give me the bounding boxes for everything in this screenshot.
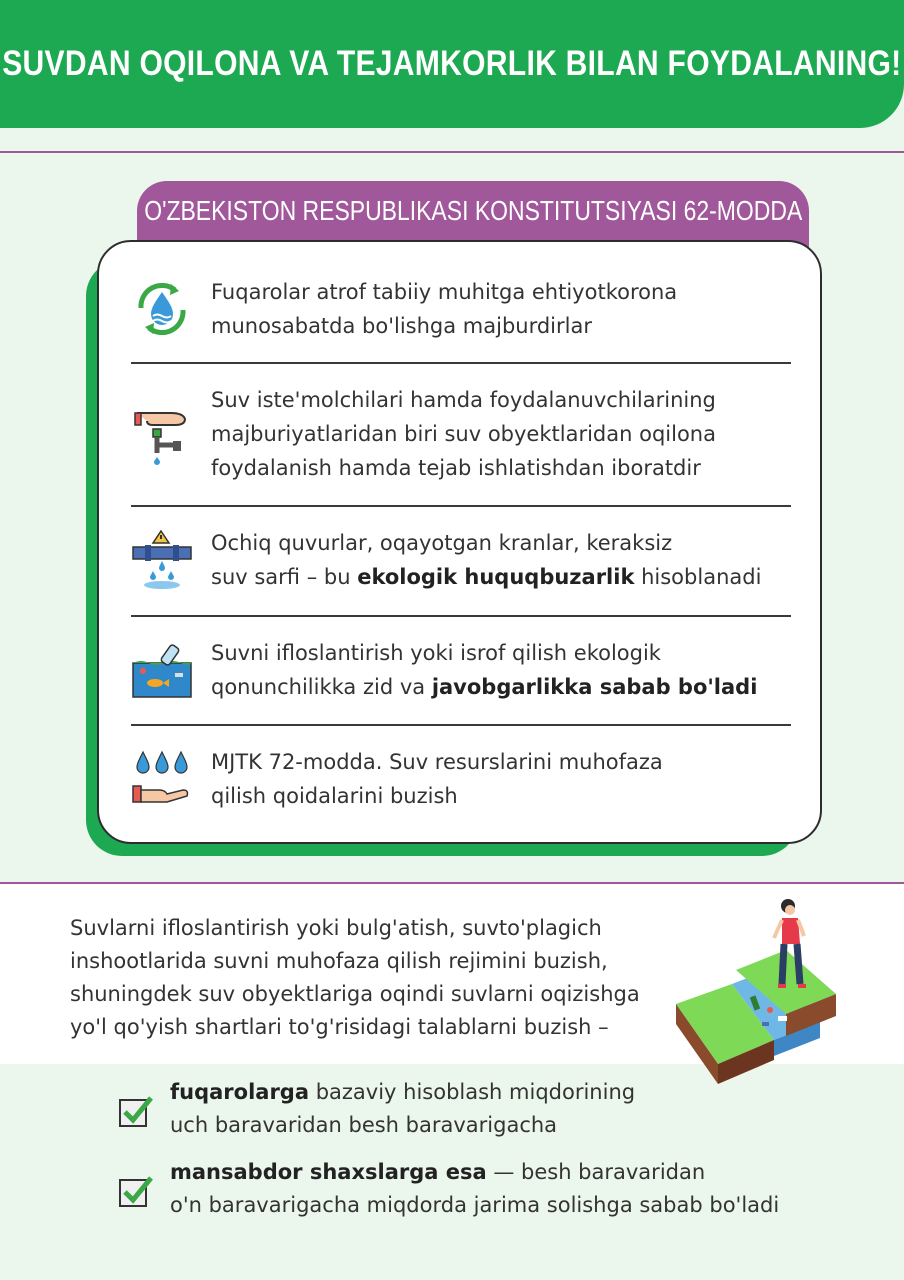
paragraph-line: shuningdek suv obyektlariga oqindi suvlarni oqizishga — [70, 982, 640, 1006]
text-part: suv sarfi – bu — [211, 565, 358, 589]
info-row-1 — [131, 275, 791, 343]
info-text-line — [211, 560, 761, 594]
info-row-2 — [131, 383, 791, 485]
row-divider — [131, 362, 791, 364]
info-text-line: qilish qoidalarini buzish — [211, 784, 458, 808]
penalty-line — [170, 1076, 635, 1109]
text-part: — besh baravaridan — [486, 1160, 706, 1184]
info-card — [97, 240, 822, 844]
info-text-line: MJTK 72-modda. Suv resurslarini muhofaza — [211, 750, 663, 774]
hand-faucet-icon — [131, 403, 193, 465]
info-row-3 — [131, 526, 791, 594]
row-divider — [131, 615, 791, 617]
text-part: qonunchilikka zid va — [211, 675, 432, 699]
info-text-line: Suvni ifloslantirish yoki isrof qilish ekologik — [211, 641, 661, 665]
text-part: hisoblanadi — [634, 565, 762, 589]
penalty-officials — [118, 1156, 779, 1222]
checkbox-checked-icon — [118, 1174, 154, 1208]
river-pollution-illustration — [670, 892, 870, 1092]
highlight-text: fuqarolarga — [170, 1080, 310, 1104]
leaking-pipe-icon — [131, 529, 193, 591]
penalty-line: o'n baravarigacha miqdorda jarima solishga sabab bo'ladi — [170, 1193, 780, 1217]
paragraph-line: inshootlarida suvni muhofaza qilish rejimini buzish, — [70, 949, 608, 973]
highlight-text: ekologik huquqbuzarlik — [357, 565, 635, 589]
highlight-text: javobgarlikka sabab bo'ladi — [431, 675, 758, 699]
water-drops-hand-icon — [131, 748, 193, 810]
water-recycle-icon — [131, 278, 193, 340]
penalty-line: uch baravaridan besh baravarigacha — [170, 1113, 558, 1137]
info-text-line: majburiyatlaridan biri suv obyektlaridan oqilona — [211, 422, 716, 446]
info-text-line: Ochiq quvurlar, oqayotgan kranlar, keraksiz — [211, 531, 673, 555]
highlight-text: mansabdor shaxslarga esa — [170, 1160, 487, 1184]
info-row-4 — [131, 636, 791, 704]
polluted-water-icon — [131, 639, 193, 701]
info-text-line: foydalanish hamda tejab ishlatishdan iboratdir — [211, 456, 701, 480]
penalty-line — [170, 1156, 779, 1189]
info-row-5 — [131, 745, 791, 813]
info-text-line: Suv iste'molchilari hamda foydalanuvchilarining — [211, 388, 716, 412]
section-tab — [137, 181, 809, 247]
divider-top — [0, 151, 904, 153]
paragraph-line: yo'l qo'yish shartlari to'g'risidagi talablarni buzish – — [70, 1015, 609, 1039]
row-divider — [131, 724, 791, 726]
info-text-line: munosabatda bo'lishga majburdirlar — [211, 314, 592, 338]
paragraph-line: Suvlarni ifloslantirish yoki bulg'atish, suvto'plagich — [70, 916, 602, 940]
violation-paragraph — [70, 912, 670, 1044]
row-divider — [131, 505, 791, 507]
section-title: O'ZBEKISTON RESPUBLIKASI KONSTITUTSIYASI 62-MODDA — [143, 195, 803, 226]
info-text-line — [211, 670, 757, 704]
text-part: bazaviy hisoblash miqdorining — [309, 1080, 636, 1104]
penalty-citizens — [118, 1076, 635, 1142]
checkbox-checked-icon — [118, 1094, 154, 1128]
info-text-line: Fuqarolar atrof tabiiy muhitga ehtiyotkorona — [211, 280, 678, 304]
header-banner — [0, 0, 904, 128]
page-title: SUVDAN OQILONA VA TEJAMKORLIK BILAN FOYDALANING! — [2, 44, 902, 83]
